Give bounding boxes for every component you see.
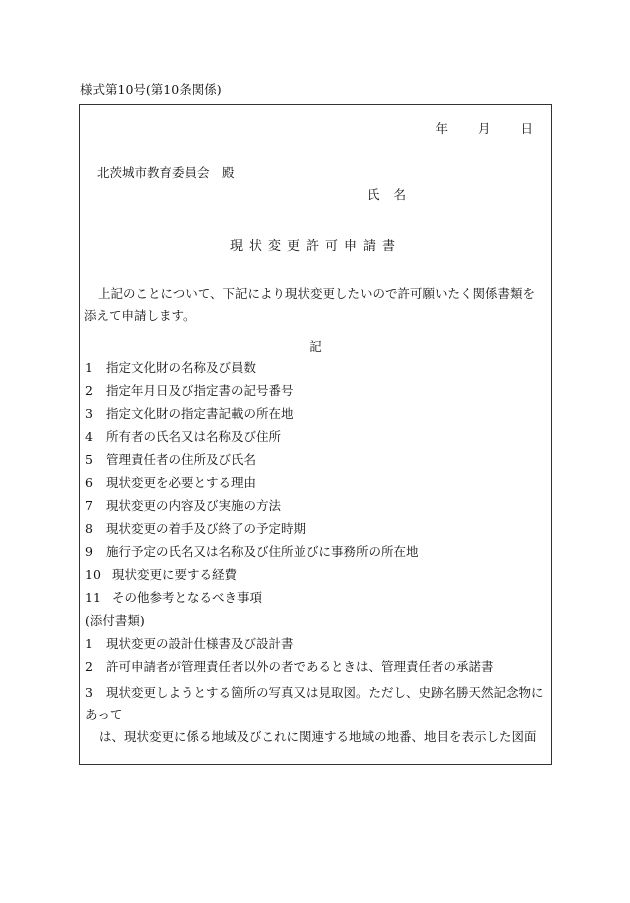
date-line [435, 119, 533, 137]
date-year-label: 年 [435, 121, 448, 136]
list-item: 11 その他参考となるべき事項 [85, 590, 263, 605]
list-item: 9 施行予定の氏名又は名称及び住所並びに事務所の所在地 [85, 544, 419, 559]
addressee: 北茨城市教育委員会 殿 [97, 165, 235, 180]
body-text: 上記のことについて、下記により現状変更したいので許可願いたく関係書類を添えて申請します。 [84, 286, 536, 323]
date-month-label: 月 [477, 121, 491, 136]
list-item: 7 現状変更の内容及び実施の方法 [85, 498, 282, 513]
date-day-label: 日 [520, 121, 533, 136]
list-item: 8 現状変更の着手及び終了の予定時期 [85, 521, 307, 536]
application-form-frame [79, 104, 552, 765]
attachment-item: 2 許可申請者が管理責任者以外の者であるときは、管理責任者の承諾書 [85, 659, 494, 674]
form-number: 様式第10号(第10条関係) [80, 82, 222, 97]
attachment-item: 1 現状変更の設計仕様書及び設計書 [85, 636, 294, 651]
list-item: 6 現状変更を必要とする理由 [85, 475, 257, 490]
attachments-heading: (添付書類) [85, 613, 145, 628]
list-item: 3 指定文化財の指定書記載の所在地 [85, 406, 294, 421]
list-item: 2 指定年月日及び指定書の記号番号 [85, 383, 294, 398]
items-list [85, 360, 545, 748]
list-item: 1 指定文化財の名称及び員数 [85, 360, 257, 375]
ki-heading: 記 [309, 339, 322, 354]
attachment-item: 3 現状変更しようとする箇所の写真又は見取図。ただし、史跡名勝天然記念物にあって は、現状変更に係る地域及びこれに関連する地域の地番、地目を表示した図面 [85, 682, 545, 748]
applicant-name-label: 氏名 [367, 187, 421, 202]
document-title: 現状変更許可申請書 [229, 239, 401, 254]
list-item: 10 現状変更に要する経費 [85, 567, 238, 582]
list-item: 4 所有者の氏名又は名称及び住所 [85, 429, 282, 444]
attachment-item-continuation: は、現状変更に係る地域及びこれに関連する地域の地番、地目を表示した図面 [99, 729, 537, 744]
list-item: 5 管理責任者の住所及び氏名 [85, 452, 257, 467]
